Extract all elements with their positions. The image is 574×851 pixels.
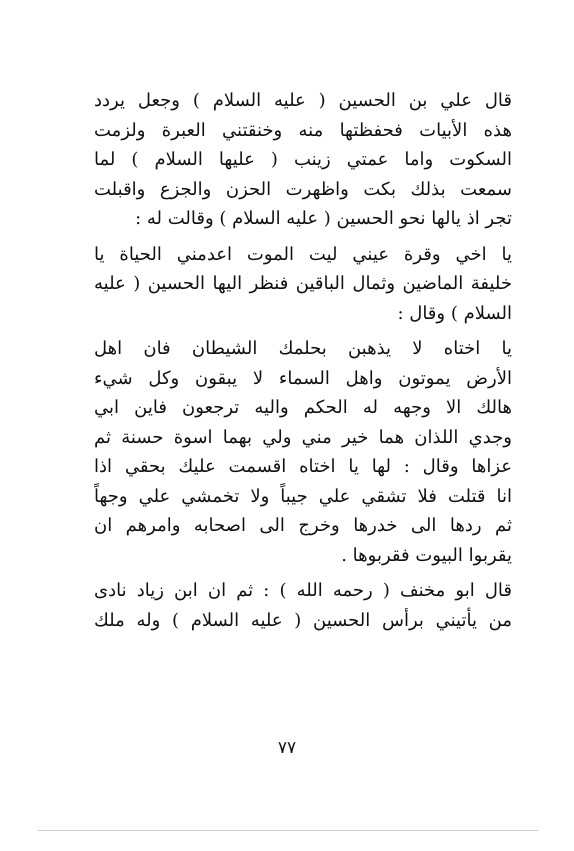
text-line: يا اخي وقرة عيني ليت الموت اعدمني الحياة يا bbox=[94, 243, 512, 265]
text-line: يا اختاه لا يذهبن بحلمك الشيطان فان اهل bbox=[94, 338, 512, 359]
scan-edge-line bbox=[38, 830, 538, 831]
paragraph-1 bbox=[94, 86, 512, 234]
paragraph-2 bbox=[94, 240, 512, 329]
paragraph-4 bbox=[94, 576, 512, 635]
text-line: وجدي اللذان هما خير مني ولي بهما اسوة حسنة ثم bbox=[94, 426, 512, 448]
text-line: هذه الأبيات فحفظتها منه وخنقتني العبرة ولزمت bbox=[94, 119, 512, 141]
page-number: ٧٧ bbox=[277, 738, 297, 758]
text-line: السكوت واما عمتي زينب ( عليها السلام ) لما bbox=[94, 149, 512, 170]
text-line: تجر اذ يالها نحو الحسين ( عليه السلام ) وقالت له : bbox=[135, 208, 512, 229]
text-line: ثم ردها الى خدرها وخرج الى اصحابه وامرهم ان bbox=[94, 515, 512, 536]
text-line: سمعت بذلك بكت واظهرت الحزن والجزع واقبلت bbox=[94, 178, 512, 200]
body-text bbox=[94, 86, 512, 635]
text-line: من يأتيني برأس الحسين ( عليه السلام ) وله ملك bbox=[94, 609, 512, 631]
text-line: عزاها وقال : لها يا اختاه اقسمت عليك بحقي اذا bbox=[94, 456, 512, 477]
text-line: السلام ) وقال : bbox=[397, 302, 512, 324]
text-line: قال ابو مخنف ( رحمه الله ) : ثم ان ابن زياد نادى bbox=[94, 580, 512, 601]
text-line: انا قتلت فلا تشقي علي جيباً ولا تخمشي علي وجهاً bbox=[94, 485, 512, 507]
paragraph-3 bbox=[94, 334, 512, 570]
text-line: هالك الا وجهه له الحكم واليه ترجعون فاين ابي bbox=[94, 397, 512, 418]
text-line: يقربوا البيوت فقربوها . bbox=[341, 544, 512, 566]
text-line: الأرض يموتون واهل السماء لا يبقون وكل شيء bbox=[94, 367, 512, 389]
text-line: خليفة الماضين وثمال الباقين فنظر اليها الحسين ( عليه bbox=[94, 273, 512, 294]
text-line: قال علي بن الحسين ( عليه السلام ) وجعل يردد bbox=[94, 90, 512, 111]
